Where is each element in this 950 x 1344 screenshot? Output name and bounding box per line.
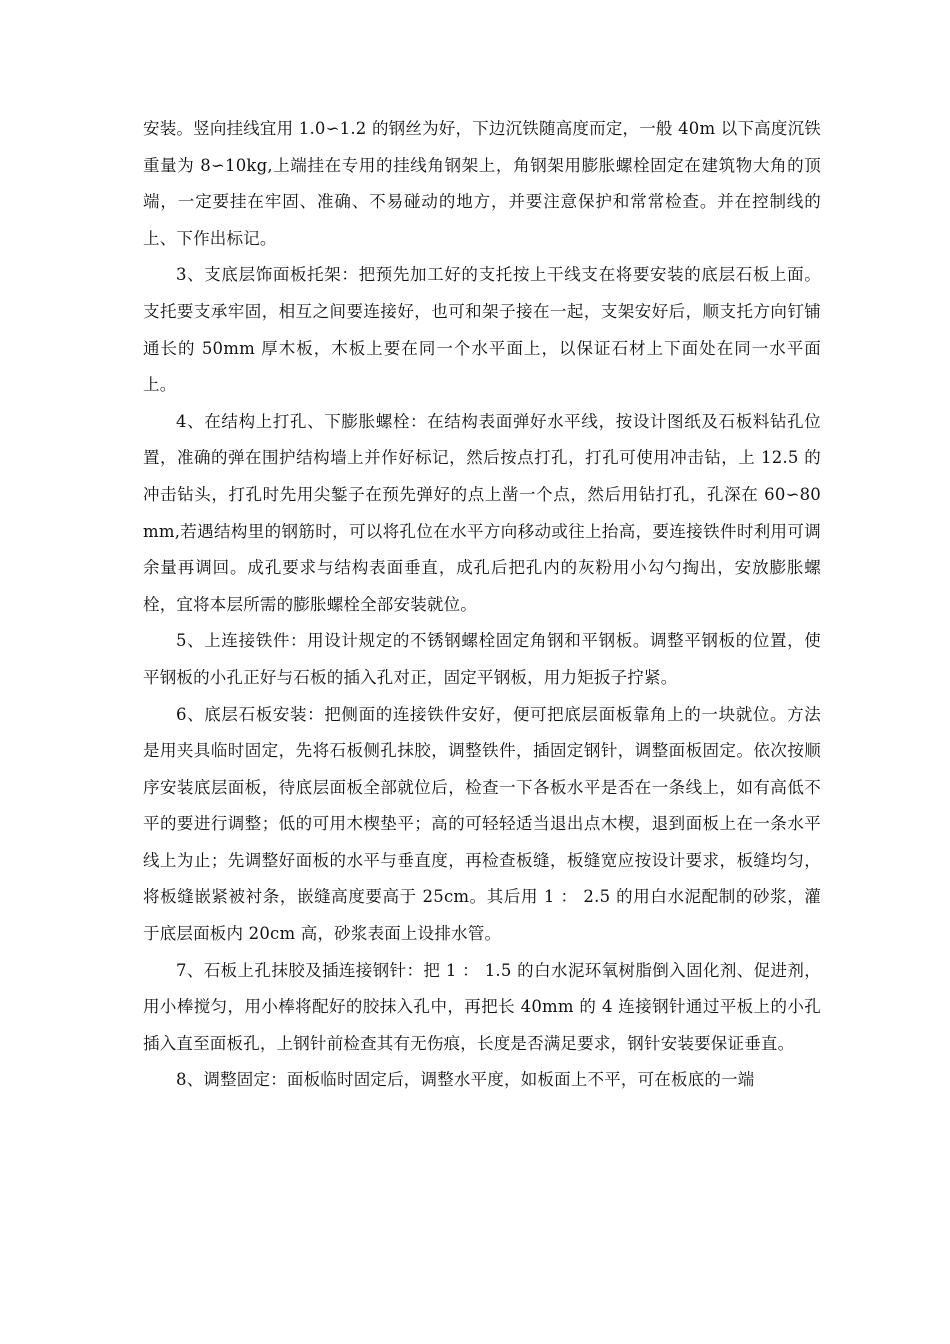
paragraph-step-6-bottom-slab: 6、底层石板安装：把侧面的连接铁件安好，便可把底层面板靠角上的一块就位。方法是用夹具临时固定，先将石板侧孔抹胶，调整铁件，插固定钢针，调整面板固定。依次按顺序安装底层面板，待底层面板全部就位后，检查一下各板水平是否在一条线上，如有高低不平的要进行调整；低的可用木楔垫平；高的可轻轻适当退出点木楔，退到面板上在一条水平线上为止；先调整好面板的水平与垂直度，再检查板缝，板缝宽应按设计要求，板缝均匀，将板缝嵌紧被衬条，嵌缝高度要高于 25cm。其后用 1 ： 2.5 的用白水泥配制的砂浆，灌于底层面板内 20cm 高，砂浆表面上设排水管。 bbox=[143, 704, 821, 944]
paragraph-step-7-glue-pins: 7、石板上孔抹胶及插连接钢针：把 1 ： 1.5 的白水泥环氧树脂倒入固化剂、促进剂，用小棒搅匀，用小棒将配好的胶抹入孔中，再把长 40mm 的 4 连接钢针通过平板上的小孔插入直至面板孔，上钢针前检查其有无伤痕，长度是否满足要求，钢针安装要保证垂直。 bbox=[143, 960, 821, 1053]
paragraph-step-4-drilling: 4、在结构上打孔、下膨胀螺栓：在结构表面弹好水平线，按设计图纸及石板料钻孔位置，准确的弹在围护结构墙上并作好标记，然后按点打孔，打孔可使用冲击钻，上 12.5 的冲击钻头，打孔时先用尖錾子在预先弹好的点上凿一个点，然后用钻打孔，孔深在 60∽80mm,若遇结构里的钢筋时，可以将孔位在水平方向移动或往上抬高，要连接铁件时利用可调余量再调回。成孔要求与结构表面垂直，成孔后把孔内的灰粉用小勾勺掏出，安放膨胀螺栓，宜将本层所需的膨胀螺栓全部安装就位。 bbox=[143, 411, 821, 614]
document-body bbox=[143, 111, 821, 1099]
paragraph-hanging-wire: 安装。竖向挂线宜用 1.0∽1.2 的钢丝为好，下边沉铁随高度而定，一般 40m 以下高度沉铁重量为 8∽10kg,上端挂在专用的挂线角钢架上，角钢架用膨胀螺栓固定在建筑物大角的顶端，一定要挂在牢固、准确、不易碰动的地方，并要注意保护和常常检查。并在控制线的上、下作出标记。 bbox=[143, 119, 821, 248]
paragraph-step-8-adjust: 8、调整固定：面板临时固定后，调整水平度，如板面上不平，可在板底的一端 bbox=[176, 1070, 755, 1090]
paragraph-step-5-connectors: 5、上连接铁件：用设计规定的不锈钢螺栓固定角钢和平钢板。调整平钢板的位置，使平钢板的小孔正好与石板的插入孔对正，固定平钢板，用力矩扳子拧紧。 bbox=[143, 631, 821, 687]
paragraph-step-3-support-bracket: 3、支底层饰面板托架：把预先加工好的支托按上干线支在将要安装的底层石板上面。支托要支承牢固，相互之间要连接好，也可和架子接在一起，支架安好后，顺支托方向钉铺通长的 50mm 厚木板，木板上要在同一个水平面上，以保证石材上下面处在同一水平面上。 bbox=[143, 265, 821, 395]
